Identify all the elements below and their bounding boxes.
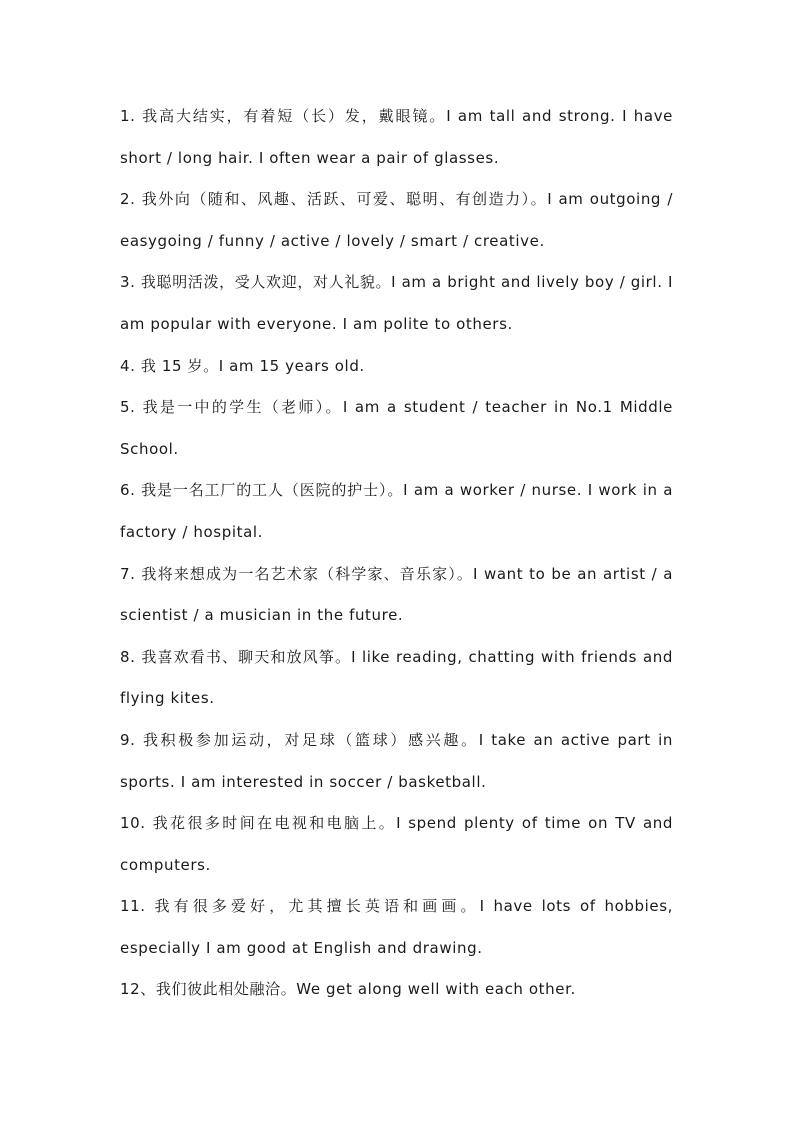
list-item-4: 4. 我 15 岁。I am 15 years old. [120, 356, 365, 375]
list-item-11: 11. 我有很多爱好，尤其擅长英语和画画。I have lots of hobbies, especially I am good at English and drawing. [120, 897, 673, 957]
list-item-2: 2. 我外向（随和、风趣、活跃、可爱、聪明、有创造力）。I am outgoing / easygoing / funny / active / lovely / smart / creative. [120, 190, 673, 250]
list-item-8: 8. 我喜欢看书、聊天和放风筝。I like reading, chatting with friends and flying kites. [120, 647, 673, 708]
document-page [120, 96, 673, 1011]
list-item-1: 1. 我高大结实，有着短（长）发，戴眼镜。I am tall and strong. I have short / long hair. I often wear a pair of glasses. [120, 107, 673, 167]
list-item-12: 12、我们彼此相处融洽。We get along well with each other. [120, 980, 576, 999]
list-item-9: 9. 我积极参加运动，对足球（篮球）感兴趣。I take an active part in sports. I am interested in soccer / basketball. [120, 730, 673, 791]
list-item-7: 7. 我将来想成为一名艺术家（科学家、音乐家）。I want to be an artist / a scientist / a musician in the future. [120, 564, 673, 625]
list-item-6: 6. 我是一名工厂的工人（医院的护士）。I am a worker / nurse. I work in a factory / hospital. [120, 481, 673, 541]
list-item-5: 5. 我是一中的学生（老师）。I am a student / teacher in No.1 Middle School. [120, 398, 673, 458]
list-item-10: 10. 我花很多时间在电视和电脑上。I spend plenty of time on TV and computers. [120, 814, 673, 874]
list-item-3: 3. 我聪明活泼，受人欢迎，对人礼貌。I am a bright and lively boy / girl. I am popular with everyone. I am polite to others. [120, 273, 673, 333]
